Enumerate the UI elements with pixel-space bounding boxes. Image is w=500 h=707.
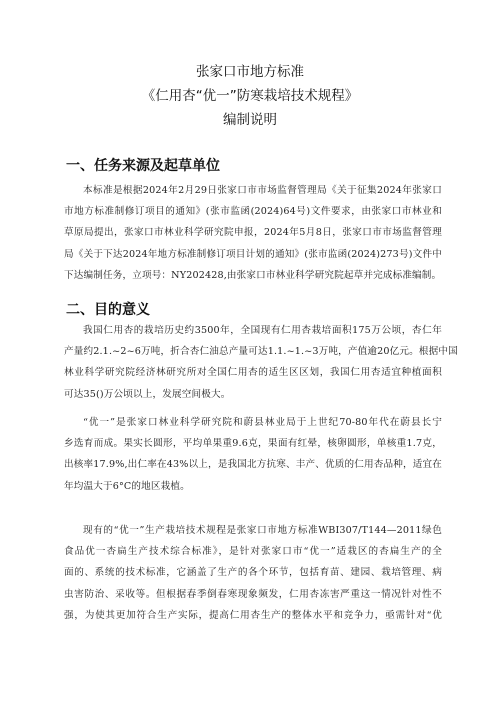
text-line: “优一”是张家口林业科学研究院和蔚县林业局于上世纪70-80年代在蔚县长宁: [83, 417, 442, 428]
text-line: 年均温大于6°C的地区栽植。: [64, 480, 190, 492]
text-line: 可达35()万公顷以上，发展空间极大。: [64, 388, 231, 400]
standard-category: 张家口市地方标准: [196, 64, 304, 80]
paragraph-existing-standard: [64, 520, 442, 626]
text-line: 面的、系统的技术标准，它涵盖了生产的各个环节，包括育苗、建园、栽培管理、病: [64, 567, 442, 579]
document-title-block: [0, 60, 500, 132]
text-line: 市地方标准制修订项目的通知》(张市监函(2024)64号)文件要求，由张家口市林业和: [64, 206, 442, 218]
paragraph-task-source: [64, 180, 442, 286]
text-line: 现有的“优一”生产栽培技术规程是张家口市地方标准WBI307/T144—2011绿色: [83, 525, 442, 536]
text-line: 我国仁用杏的栽培历史约3500年，全国现有仁用杏栽培面积175万公顷，杏仁年: [83, 325, 442, 336]
text-line: 虫害防治、采收等。但根据春季倒春寒现象频发，仁用杏冻害严重这一情况针对性不: [64, 588, 442, 600]
text-line: 草原局提出，张家口市林业科学研究院申报，2024年5月8日，张家口市市场监督管理: [64, 227, 442, 239]
text-line: 局《关于下达2024年地方标准制修订项目计划的通知》(张市监函(2024)273号)文件中: [64, 248, 442, 260]
text-line: 林业科学研究院经济林研究所对全国仁用杏的适生区区划，我国仁用杏适宜种植面积: [64, 367, 442, 379]
standard-name: 《仁用杏“优一”防寒栽培技术规程》: [141, 88, 359, 104]
paragraph-youyi-variety: [64, 412, 442, 497]
paragraph-cultivation-history: [64, 320, 458, 405]
text-line: 产量约2.1.~2~6万吨，折合杏仁油总产量可达1.1.~1.~3万吨，产值逾20亿元。根据中国: [64, 346, 458, 358]
text-line: 强，为使其更加符合生产实际，提高仁用杏生产的整体水平和竞争力，亟需针对“优: [64, 609, 442, 621]
section-heading-task-source: 一、任务来源及起草单位: [66, 158, 220, 174]
text-line: 下达编制任务，立项号：NY202428,由张家口市林业科学研究院起草并完成标准编制。: [64, 269, 442, 281]
text-line: 食品优一杏扁生产技术综合标准》，是针对张家口市“优一”适栽区的杏扁生产的全: [64, 546, 442, 558]
section-heading-purpose: 二、目的意义: [66, 302, 150, 318]
text-line: 乡选育而成。果实长圆形，平均单果重9.6克，果面有红晕，核卵圆形，单核重1.7克，: [64, 438, 442, 450]
text-line: 本标准是根据2024年2月29日张家口市市场监督管理局《关于征集2024年张家口: [83, 185, 442, 196]
text-line: 出核率17.9%,出仁率在43%以上，是我国北方抗寒、丰产、优质的仁用杏品种，适宜在: [64, 459, 442, 471]
document-type: 编制说明: [223, 112, 277, 128]
